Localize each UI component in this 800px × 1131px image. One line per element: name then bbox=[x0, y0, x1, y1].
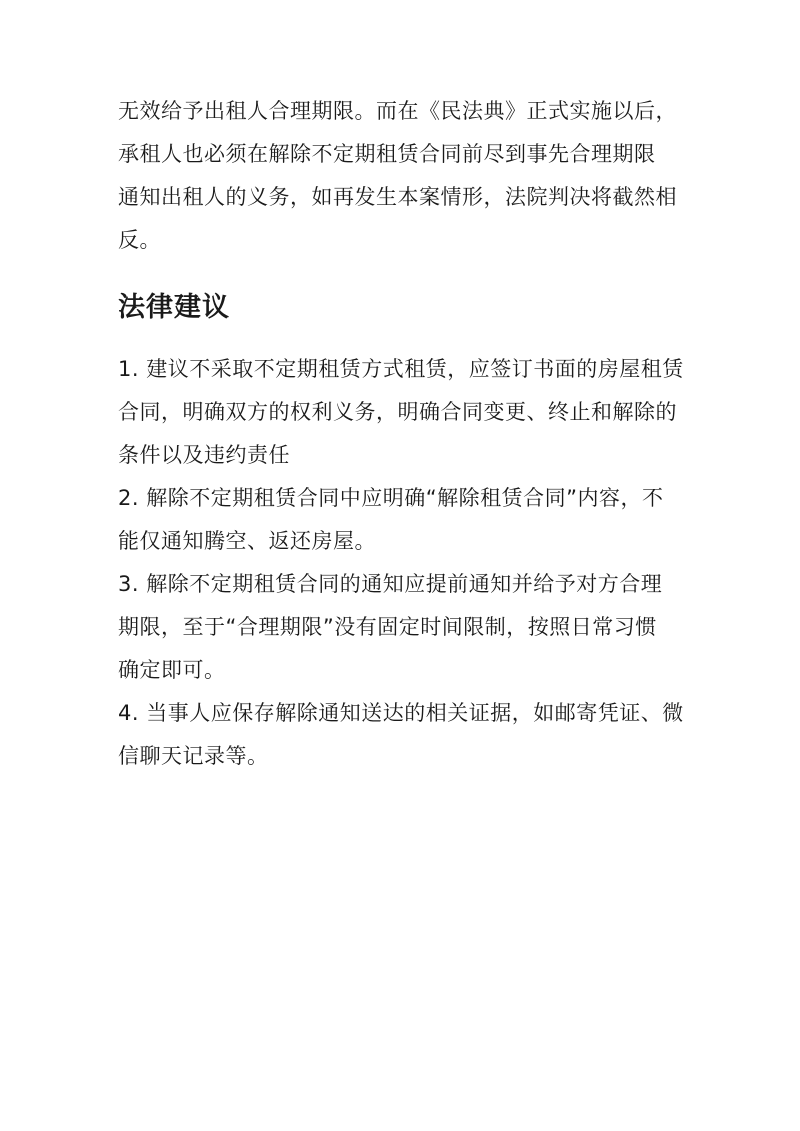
advice-line: 合同，明确双方的权利义务，明确合同变更、终止和解除的 bbox=[118, 400, 677, 424]
advice-item-2 bbox=[118, 477, 688, 563]
advice-item-4 bbox=[118, 692, 688, 778]
intro-line: 无效给予出租人合理期限。而在《民法典》正式实施以后， bbox=[118, 99, 677, 123]
advice-line: 期限，至于“合理期限”没有固定时间限制，按照日常习惯 bbox=[118, 615, 657, 639]
advice-line: 能仅通知腾空、返还房屋。 bbox=[118, 529, 376, 553]
advice-line: 4. 当事人应保存解除通知送达的相关证据，如邮寄凭证、微 bbox=[118, 701, 684, 725]
intro-line: 承租人也必须在解除不定期租赁合同前尽到事先合理期限 bbox=[118, 142, 656, 166]
advice-item-1 bbox=[118, 348, 688, 477]
section-heading: 法律建议 bbox=[118, 292, 230, 323]
intro-line: 通知出租人的义务，如再发生本案情形，法院判决将截然相 bbox=[118, 185, 677, 209]
advice-line: 2. 解除不定期租赁合同中应明确“解除租赁合同”内容，不 bbox=[118, 486, 664, 510]
document-page bbox=[118, 90, 688, 778]
advice-line: 条件以及违约责任 bbox=[118, 443, 290, 467]
advice-line: 确定即可。 bbox=[118, 658, 226, 682]
advice-line: 1. 建议不采取不定期租赁方式租赁，应签订书面的房屋租赁 bbox=[118, 357, 684, 381]
intro-line: 反。 bbox=[118, 228, 161, 252]
advice-line: 3. 解除不定期租赁合同的通知应提前通知并给予对方合理 bbox=[118, 572, 663, 596]
advice-item-3 bbox=[118, 563, 688, 692]
advice-line: 信聊天记录等。 bbox=[118, 744, 269, 768]
intro-paragraph bbox=[118, 90, 688, 262]
